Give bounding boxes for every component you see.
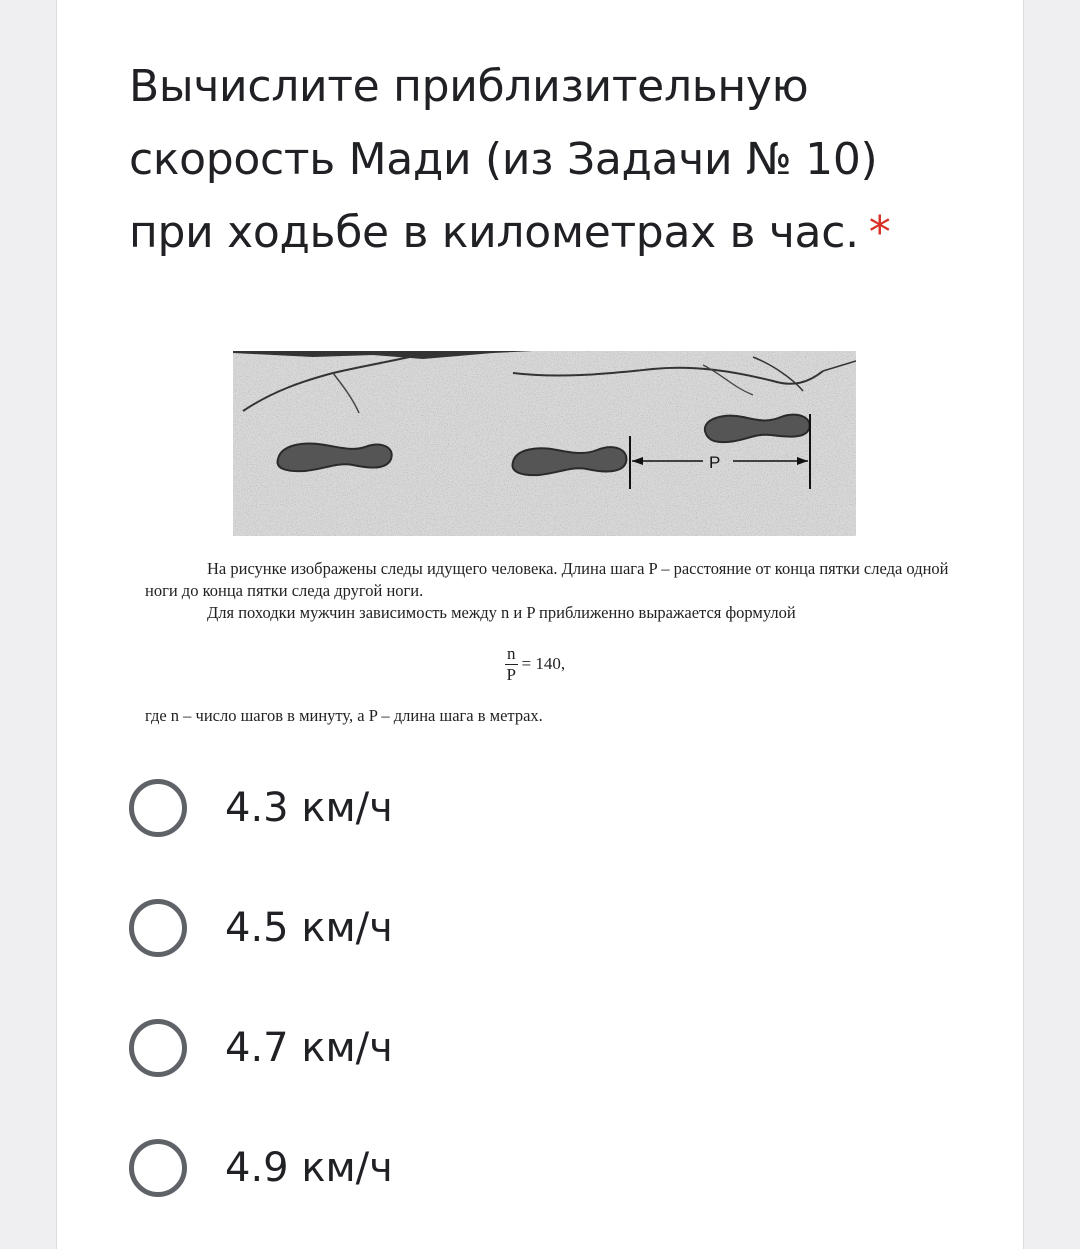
footprints-image	[233, 351, 856, 536]
caption-line-1: На рисунке изображены следы идущего человека. Длина шага P – расстояние от конца пятки следа одной ноги до конца пятки следа другой ноги.	[145, 559, 949, 600]
question-title: Вычислите приблизительную скорость Мади (из Задачи № 10) при ходьбе в километрах в час.	[129, 61, 878, 258]
step-label: P	[709, 453, 721, 472]
formula-value: = 140,	[521, 654, 566, 673]
caption-where: где n – число шагов в минуту, а P – длина шага в метрах.	[145, 706, 543, 725]
question-title-block	[129, 50, 929, 269]
radio-button-1[interactable]	[129, 779, 187, 837]
radio-button-4[interactable]	[129, 1139, 187, 1197]
option-2[interactable]	[129, 893, 829, 963]
caption-line-2: Для походки мужчин зависимость между n и P приближенно выражается формулой	[207, 603, 796, 622]
option-1[interactable]	[129, 773, 829, 843]
question-card	[56, 0, 1024, 1249]
option-4[interactable]	[129, 1133, 829, 1203]
option-label-1: 4.3 км/ч	[225, 785, 393, 831]
required-asterisk: *	[868, 207, 891, 258]
formula-numerator: n	[507, 643, 516, 663]
radio-button-3[interactable]	[129, 1019, 187, 1077]
formula	[505, 640, 565, 688]
option-label-2: 4.5 км/ч	[225, 905, 393, 951]
formula-fraction	[505, 644, 518, 685]
radio-button-2[interactable]	[129, 899, 187, 957]
option-3[interactable]	[129, 1013, 829, 1083]
figure-caption	[145, 558, 955, 624]
option-label-3: 4.7 км/ч	[225, 1025, 393, 1071]
option-label-4: 4.9 км/ч	[225, 1145, 393, 1191]
formula-denominator: P	[506, 664, 516, 684]
